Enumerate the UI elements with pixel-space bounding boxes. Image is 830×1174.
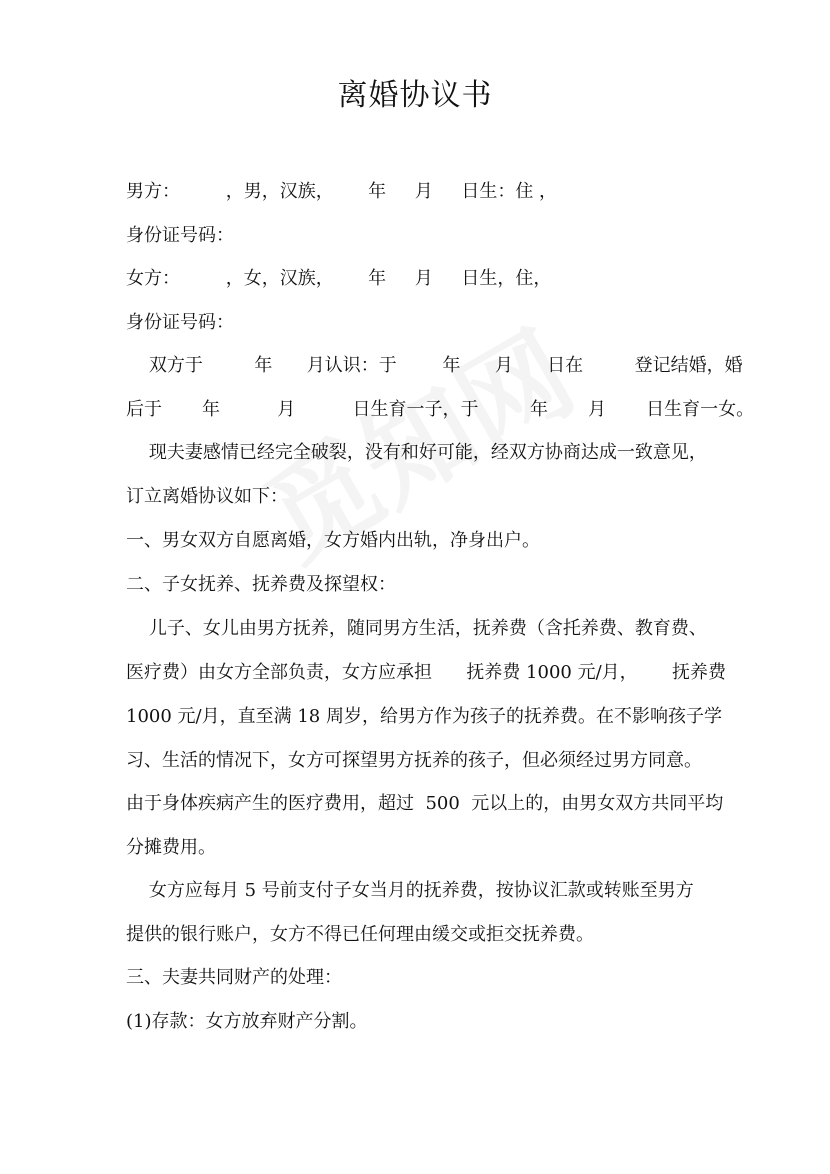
text-line: 现夫妻感情已经完全破裂，没有和好可能，经双方协商达成一致意见，	[126, 442, 707, 463]
text-line: 三、夫妻共同财产的处理：	[126, 967, 342, 988]
document-title: 离婚协议书	[337, 78, 493, 113]
text-line: 后于 年 月 日生育一子，于 年 月 日生育一女。	[126, 399, 755, 420]
text-line: 身份证号码：	[126, 312, 234, 333]
text-line: 习、生活的情况下，女方可探望男方抚养的孩子，但必须经过男方同意。	[126, 750, 702, 771]
text-line: 一、男女双方自愿离婚，女方婚内出轨，净身出户。	[126, 530, 540, 551]
text-line: 双方于 年 月认识：于 年 月 日在 登记结婚，婚	[126, 355, 743, 376]
text-line: 提供的银行账户，女方不得已任何理由缓交或拒交抚养费。	[126, 924, 594, 945]
text-line: 由于身体疾病产生的医疗费用，超过 500 元以上的，由男女双方共同平均	[126, 793, 724, 814]
text-line: 身份证号码：	[126, 225, 234, 246]
text-line: 1000 元/月，直至满 18 周岁，给男方作为孩子的抚养费。在不影响孩子学	[126, 706, 722, 727]
text-line: (1)存款：女方放弃财产分割。	[126, 1011, 368, 1032]
text-line: 男方： ，男，汉族， 年 月 日生：住 ，	[126, 181, 558, 202]
text-line: 分摊费用。	[126, 837, 216, 858]
text-line: 女方应每月 5 号前支付子女当月的抚养费，按协议汇款或转账至男方	[126, 880, 694, 901]
text-line: 订立离婚协议如下：	[126, 486, 288, 507]
text-line: 二、子女抚养、抚养费及探望权：	[126, 574, 396, 595]
text-line: 儿子、女儿由男方抚养，随同男方生活，抚养费（含托养费、教育费、	[126, 618, 707, 639]
text-line: 医疗费）由女方全部负责，女方应承担 抚养费 1000 元/月， 抚养费	[126, 662, 726, 683]
text-line: 女方： ，女，汉族， 年 月 日生，住，	[126, 268, 552, 289]
